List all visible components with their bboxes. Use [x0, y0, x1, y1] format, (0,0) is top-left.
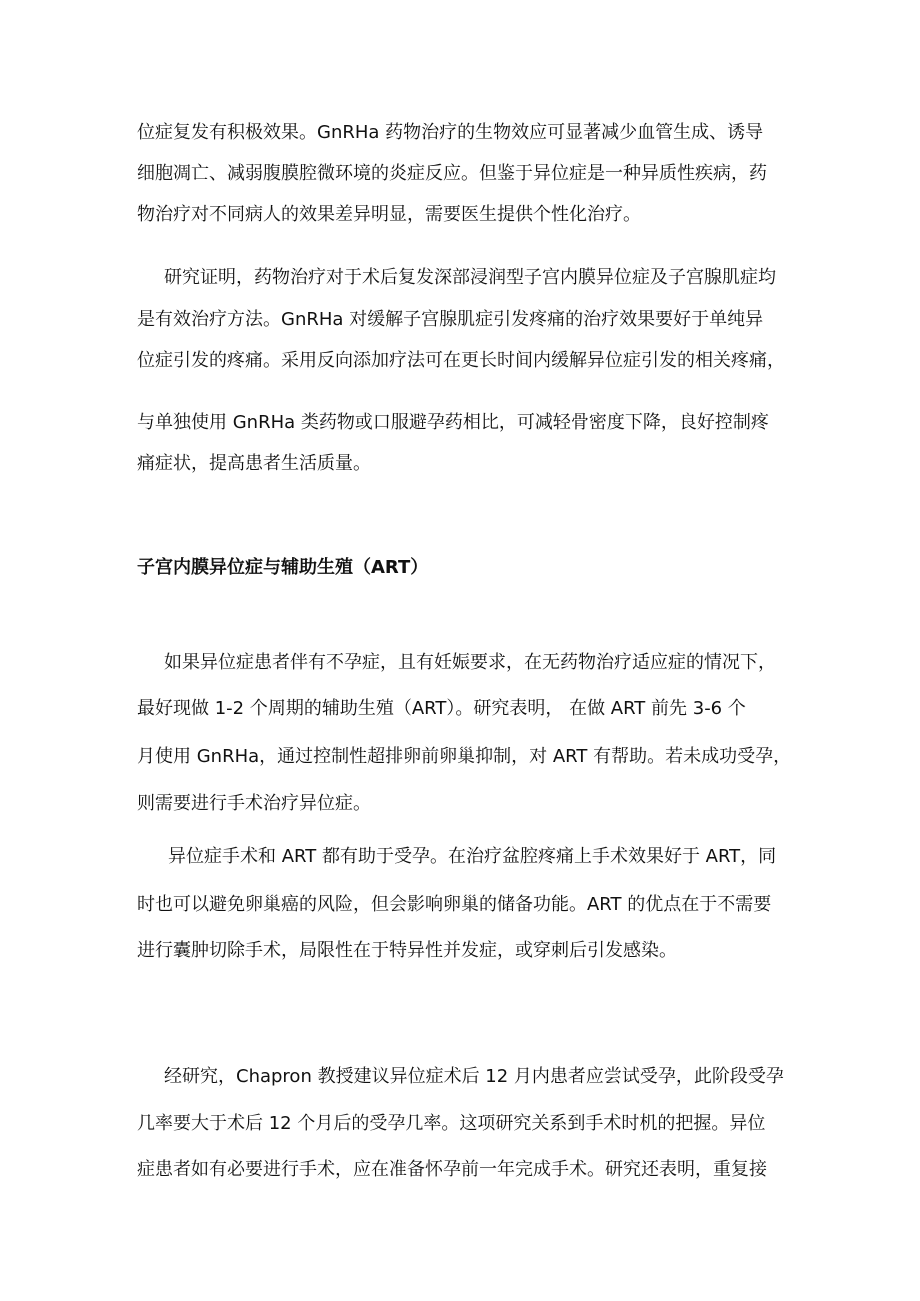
- paragraph-line: 时也可以避免卵巢癌的风险，但会影响卵巢的储备功能。ART 的优点在于不需要: [137, 894, 772, 915]
- section-heading: 子宫内膜异位症与辅助生殖（ART）: [137, 557, 429, 578]
- paragraph-line: 异位症手术和 ART 都有助于受孕。在治疗盆腔疼痛上手术效果好于 ART，同: [168, 846, 777, 867]
- paragraph-line: 最好现做 1-2 个周期的辅助生殖（ART）。研究表明， 在做 ART 前先 3-6 个: [137, 698, 746, 719]
- paragraph-line: 月使用 GnRHa，通过控制性超排卵前卵巢抑制，对 ART 有帮助。若未成功受孕，: [137, 746, 792, 767]
- paragraph-line: 位症复发有积极效果。GnRHa 药物治疗的生物效应可显著减少血管生成、诱导: [137, 122, 764, 143]
- paragraph-line: 是有效治疗方法。GnRHa 对缓解子宫腺肌症引发疼痛的治疗效果要好于单纯异: [137, 309, 764, 330]
- paragraph-line: 经研究，Chapron 教授建议异位症术后 12 月内患者应尝试受孕，此阶段受孕: [164, 1066, 784, 1087]
- paragraph-line: 如果异位症患者伴有不孕症，且有妊娠要求，在无药物治疗适应症的情况下，: [164, 652, 776, 673]
- paragraph-line: 物治疗对不同病人的效果差异明显，需要医生提供个性化治疗。: [137, 204, 641, 225]
- paragraph-line: 研究证明，药物治疗对于术后复发深部浸润型子宫内膜异位症及子宫腺肌症均: [164, 267, 776, 288]
- paragraph-line: 几率要大于术后 12 个月后的受孕几率。这项研究关系到手术时机的把握。异位: [137, 1113, 766, 1134]
- paragraph-line: 位症引发的疼痛。采用反向添加疗法可在更长时间内缓解异位症引发的相关疼痛，: [137, 350, 785, 371]
- paragraph-line: 则需要进行手术治疗异位症。: [137, 793, 371, 814]
- paragraph-line: 痛症状，提高患者生活质量。: [137, 453, 371, 474]
- paragraph-line: 与单独使用 GnRHa 类药物或口服避孕药相比，可减轻骨密度下降，良好控制疼: [137, 412, 769, 433]
- paragraph-line: 进行囊肿切除手术，局限性在于特异性并发症，或穿刺后引发感染。: [137, 940, 677, 961]
- paragraph-line: 症患者如有必要进行手术，应在准备怀孕前一年完成手术。研究还表明，重复接: [137, 1159, 767, 1180]
- paragraph-line: 细胞凋亡、减弱腹膜腔微环境的炎症反应。但鉴于异位症是一种异质性疾病，药: [137, 163, 767, 184]
